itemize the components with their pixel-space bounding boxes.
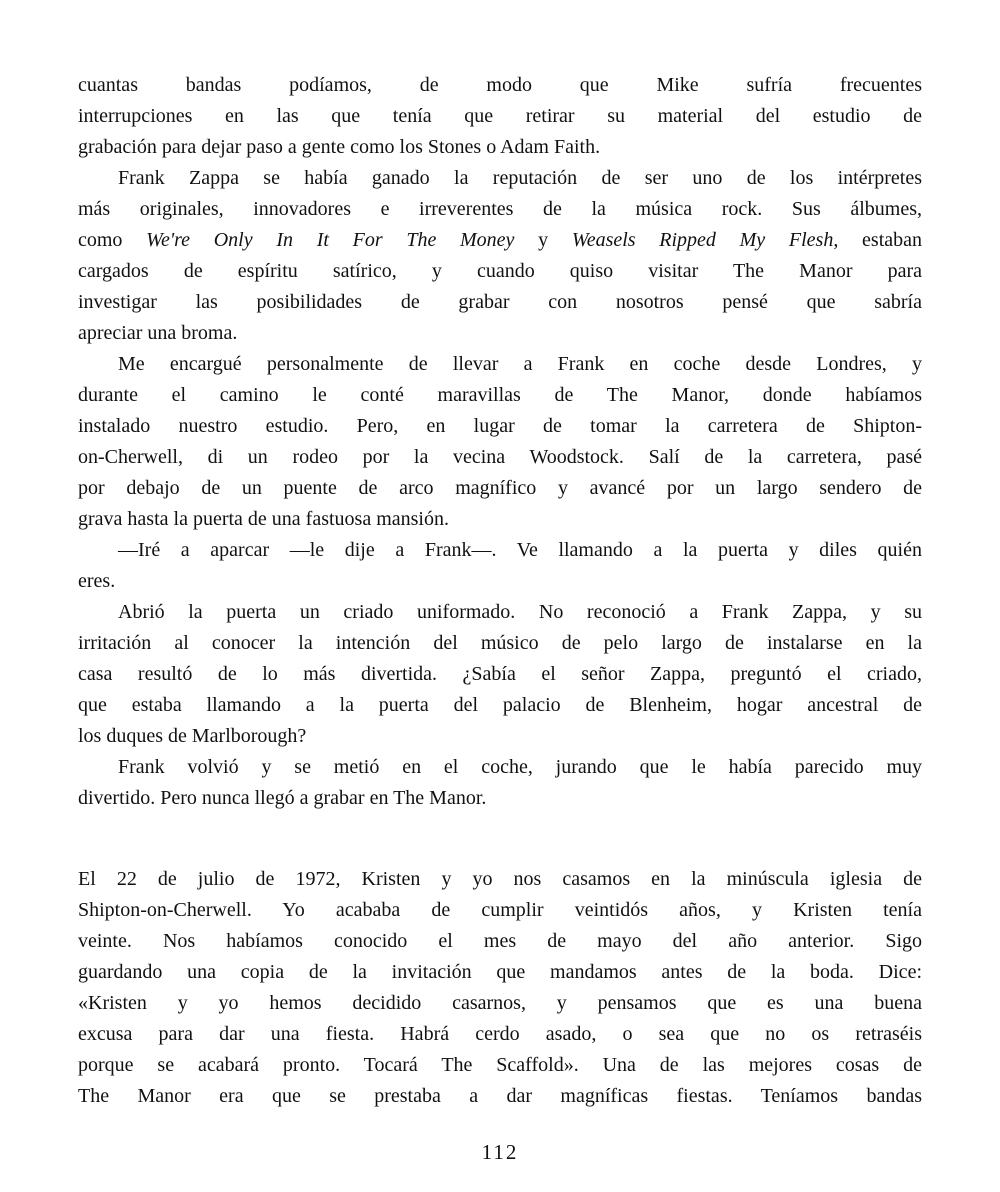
text-line: El 22 de julio de 1972, Kristen y yo nos casamos en la minúscula iglesia de <box>78 868 922 890</box>
text-segment: , estaban <box>833 229 923 251</box>
paragraph <box>78 70 922 163</box>
page-number: 112 <box>481 1140 519 1164</box>
paragraph <box>78 349 922 535</box>
text-line: eres. <box>78 570 116 592</box>
text-line: irritación al conocer la intención del músico de pelo largo de instalarse en la <box>78 632 922 654</box>
text-line: Shipton-on-Cherwell. Yo acababa de cumplir veintidós años, y Kristen tenía <box>78 899 922 921</box>
text-block <box>78 70 922 1112</box>
album-title-italic: We're Only In It For The Money <box>146 229 515 251</box>
paragraph <box>78 597 922 752</box>
text-line: investigar las posibilidades de grabar con nosotros pensé que sabría <box>78 291 922 313</box>
album-title-italic: Weasels Ripped My Flesh <box>571 229 834 251</box>
text-line: Frank Zappa se había ganado la reputación de ser uno de los intérpretes <box>118 167 922 189</box>
paragraph-dialogue <box>78 535 922 597</box>
page-footer <box>0 1140 1000 1165</box>
text-line: divertido. Pero nunca llegó a grabar en The Manor. <box>78 787 487 809</box>
text-segment: como <box>78 229 147 251</box>
text-line: por debajo de un puente de arco magnífico y avancé por un largo sendero de <box>78 477 922 499</box>
text-line: Frank volvió y se metió en el coche, jurando que le había parecido muy <box>118 756 922 778</box>
text-line: The Manor era que se prestaba a dar magníficas fiestas. Teníamos bandas <box>78 1085 922 1107</box>
text-line: Me encargué personalmente de llevar a Frank en coche desde Londres, y <box>118 353 922 375</box>
paragraph <box>78 163 922 349</box>
text-line: porque se acabará pronto. Tocará The Scaffold». Una de las mejores cosas de <box>78 1054 922 1076</box>
text-line: más originales, innovadores e irreverentes de la música rock. Sus álbumes, <box>78 198 922 220</box>
text-line: —Iré a aparcar —le dije a Frank—. Ve llamando a la puerta y diles quién <box>118 539 922 561</box>
text-line: interrupciones en las que tenía que retirar su material del estudio de <box>78 105 922 127</box>
text-line: on-Cherwell, di un rodeo por la vecina Woodstock. Salí de la carretera, pasé <box>78 446 922 468</box>
text-line: Abrió la puerta un criado uniformado. No reconoció a Frank Zappa, y su <box>118 601 922 623</box>
text-line: grabación para dejar paso a gente como los Stones o Adam Faith. <box>78 136 601 158</box>
text-line: excusa para dar una fiesta. Habrá cerdo asado, o sea que no os retraséis <box>78 1023 922 1045</box>
text-line: veinte. Nos habíamos conocido el mes de mayo del año anterior. Sigo <box>78 930 922 952</box>
text-line: durante el camino le conté maravillas de The Manor, donde habíamos <box>78 384 922 406</box>
text-segment: y <box>514 229 572 251</box>
text-line: que estaba llamando a la puerta del palacio de Blenheim, hogar ancestral de <box>78 694 922 716</box>
text-line: guardando una copia de la invitación que mandamos antes de la boda. Dice: <box>78 961 922 983</box>
text-line: apreciar una broma. <box>78 322 238 344</box>
paragraph <box>78 752 922 814</box>
text-line: cuantas bandas podíamos, de modo que Mike sufría frecuentes <box>78 74 922 96</box>
paragraph-new-section <box>78 864 922 1112</box>
text-line: los duques de Marlborough? <box>78 725 307 747</box>
text-line: grava hasta la puerta de una fastuosa mansión. <box>78 508 449 530</box>
text-line: «Kristen y yo hemos decidido casarnos, y pensamos que es una buena <box>78 992 922 1014</box>
text-line: cargados de espíritu satírico, y cuando quiso visitar The Manor para <box>78 260 922 282</box>
text-line <box>78 225 922 256</box>
text-line: casa resultó de lo más divertida. ¿Sabía el señor Zappa, preguntó el criado, <box>78 663 922 685</box>
text-line: instalado nuestro estudio. Pero, en lugar de tomar la carretera de Shipton- <box>78 415 922 437</box>
